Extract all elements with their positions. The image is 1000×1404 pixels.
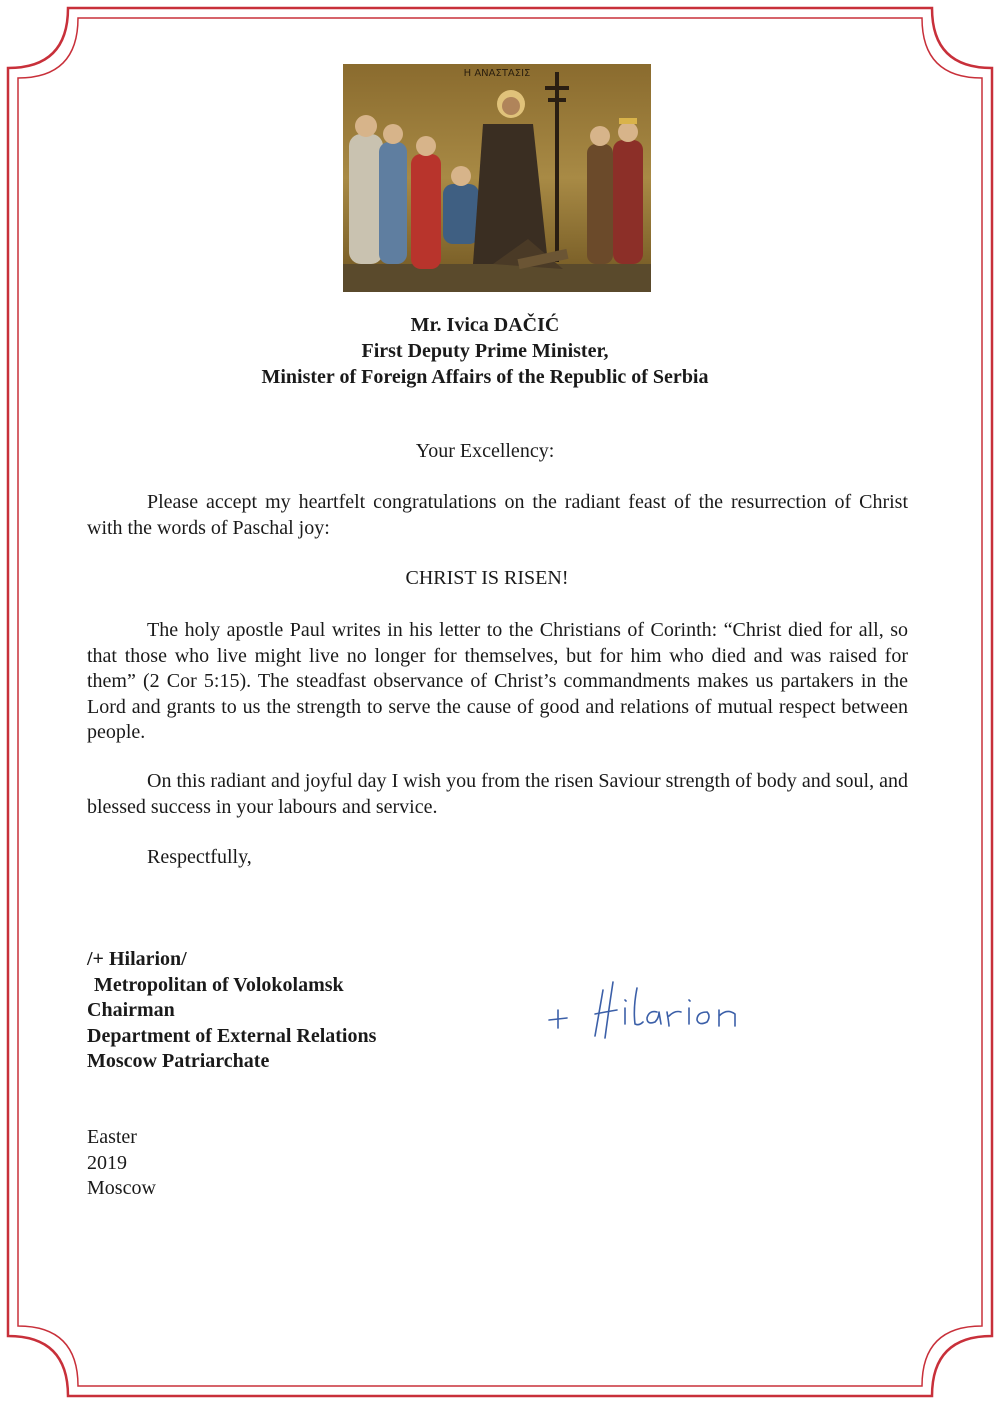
signer-department: Department of External Relations [87, 1024, 377, 1047]
signer-role: Chairman [87, 999, 175, 1021]
signer-org: Moscow Patriarchate [87, 1050, 270, 1072]
addressee-title-2: Minister of Foreign Affairs of the Republic of Serbia [261, 366, 709, 388]
salutation: Your Excellency: [415, 440, 555, 462]
paragraph-congratulations: Please accept my heartfelt congratulations on the radiant feast of the resurrection of Christ with the words of Paschal joy: [87, 491, 908, 539]
proclamation: CHRIST IS RISEN! [405, 567, 569, 589]
place-date-block [87, 1125, 156, 1202]
year: 2019 [87, 1151, 127, 1174]
handwritten-signature [545, 968, 785, 1048]
signer-title: Metropolitan of Volokolamsk [94, 973, 344, 996]
signer-name: /+ Hilarion/ [87, 948, 187, 970]
addressee-block [0, 312, 970, 390]
icon-caption: Η ΑΝΑΣΤΑΣΙΣ [463, 68, 531, 79]
signer-block [87, 947, 376, 1075]
addressee-title-1: First Deputy Prime Minister, [361, 340, 609, 362]
paragraph-wishes: On this radiant and joyful day I wish you from the risen Saviour strength of body and soul, and blessed success in your labours and service. [87, 770, 908, 818]
city: Moscow [87, 1177, 156, 1199]
occasion: Easter [87, 1126, 137, 1148]
addressee-name: Mr. Ivica DAČIĆ [410, 314, 560, 336]
closing: Respectfully, [147, 846, 252, 868]
resurrection-icon-image [343, 64, 651, 292]
paragraph-apostle-paul: The holy apostle Paul writes in his letter to the Christians of Corinth: “Christ died for all, so that those who live might live no longer for themselves, but for him who died and was raised for them” (2 Cor 5:15). The steadfast observance of Christ’s commandments makes us partakers in the Lord and grants to us the strength to serve the cause of good and relations of mutual respect between people. [87, 619, 908, 743]
